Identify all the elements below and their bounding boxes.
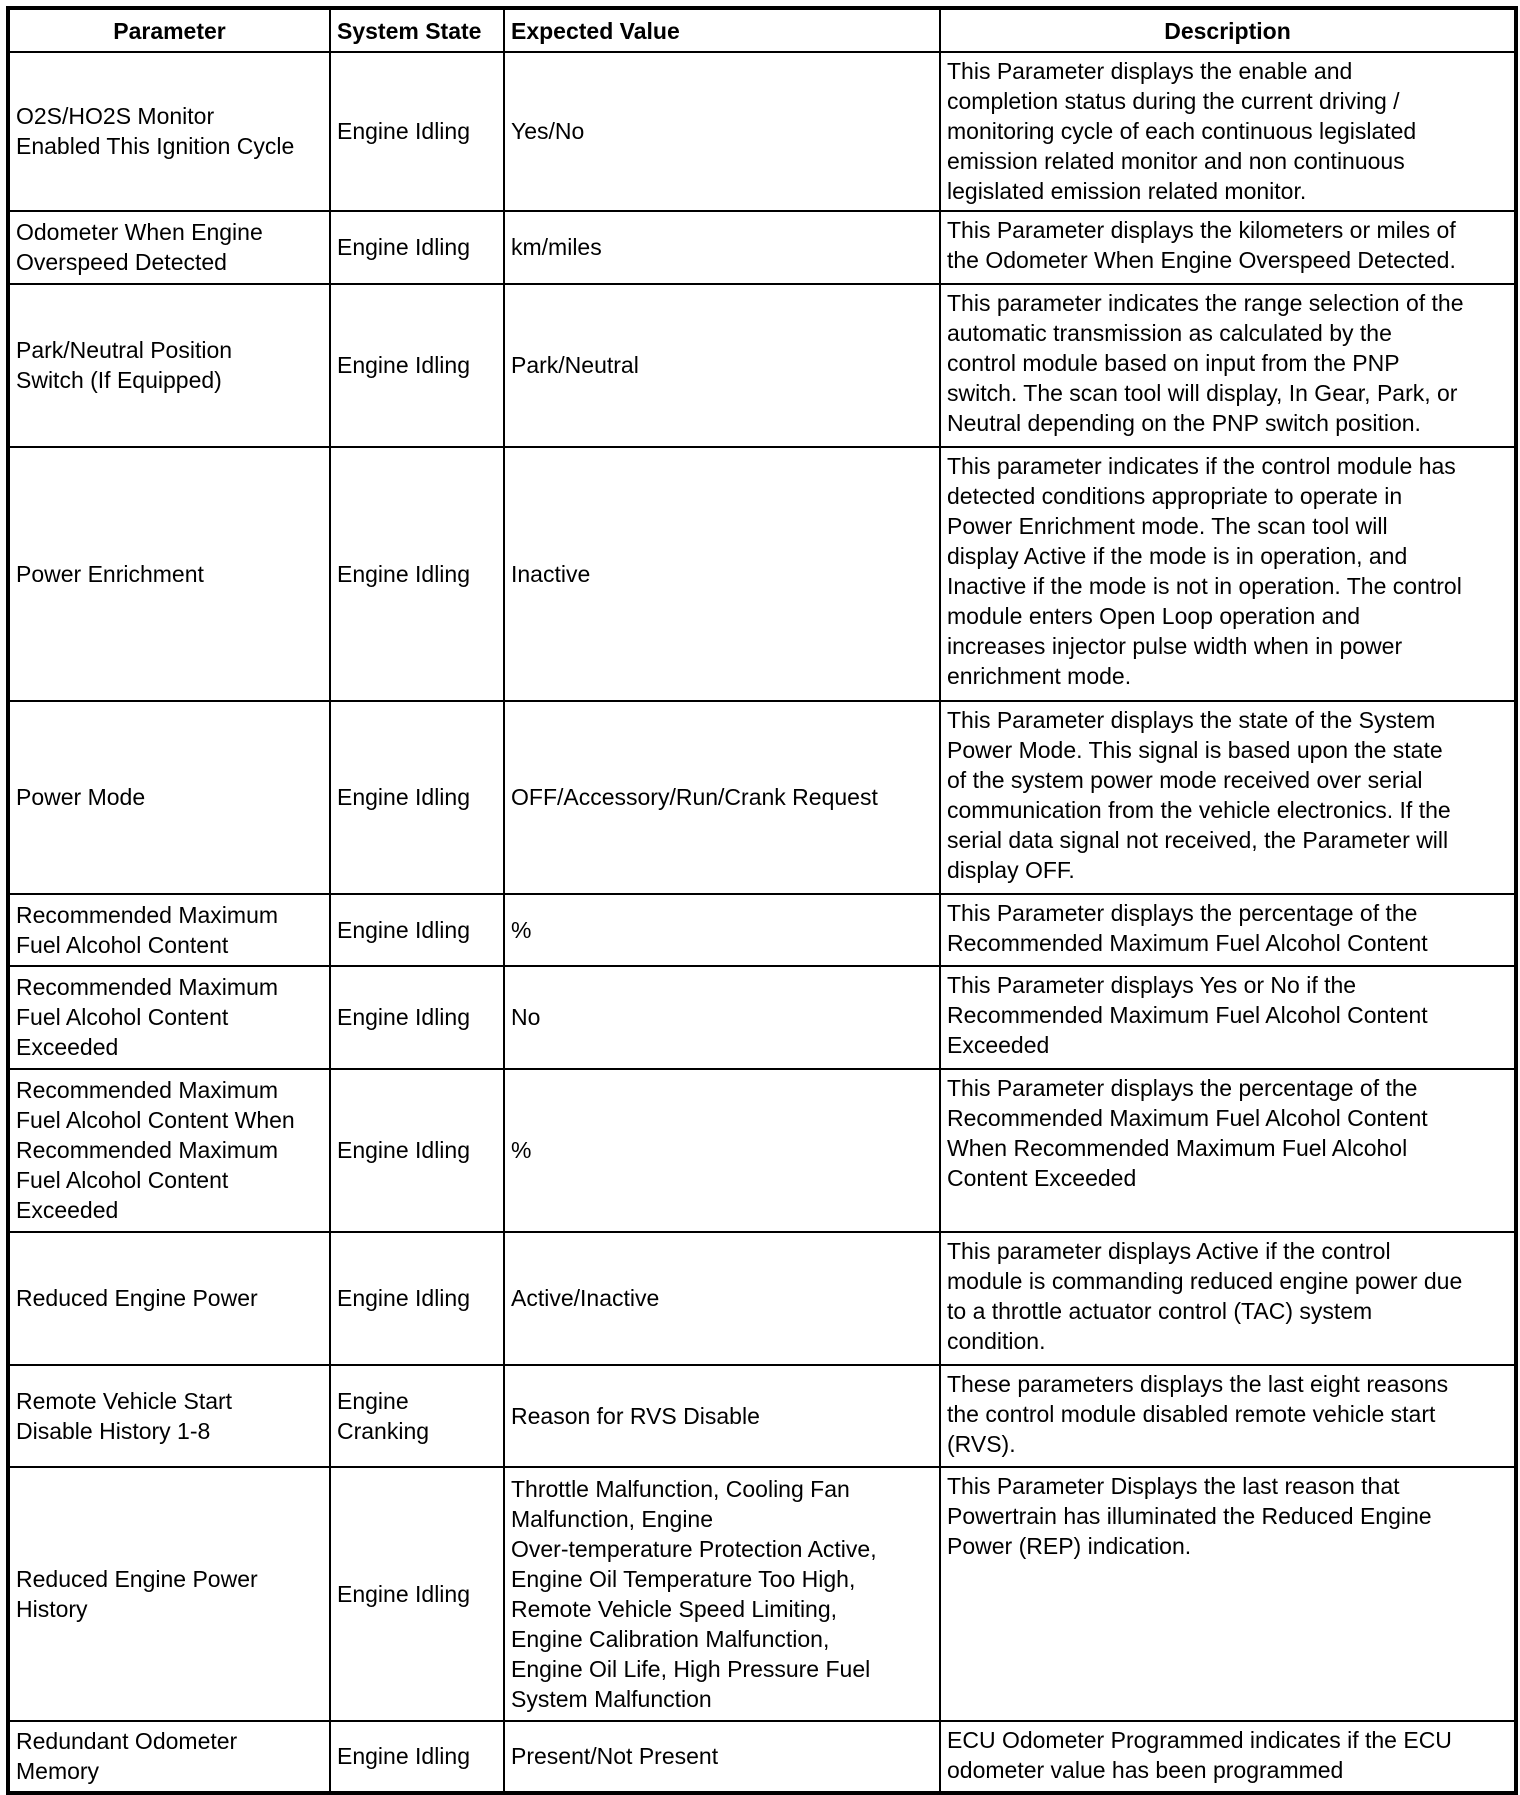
parameter-cell: Remote Vehicle Start Disable History 1-8 [8,1365,330,1467]
expected-value-cell: % [504,1069,940,1232]
parameter-cell: Reduced Engine Power [8,1232,330,1365]
header-expected-value: Expected Value [504,8,940,52]
system-state-cell: Engine Idling [330,701,504,894]
table-row [8,1721,1516,1793]
expected-value-cell: Yes/No [504,52,940,211]
system-state-cell: Engine Cranking [330,1365,504,1467]
description-cell: This Parameter displays the enable and completion status during the current driving / monitoring cycle of each continuous legislated emission related monitor and non continuous legislated emission related monitor. [940,52,1516,211]
table-row [8,52,1516,211]
table-row [8,211,1516,284]
table-row [8,1232,1516,1365]
header-description: Description [940,8,1516,52]
table-row [8,966,1516,1069]
description-cell: This Parameter Displays the last reason that Powertrain has illuminated the Reduced Engine Power (REP) indication. [940,1467,1516,1721]
description-cell: This Parameter displays the state of the System Power Mode. This signal is based upon the state of the system power mode received over serial communication from the vehicle electronics. If the serial data signal not received, the Parameter will display OFF. [940,701,1516,894]
system-state-cell: Engine Idling [330,1232,504,1365]
description-cell: This parameter displays Active if the control module is commanding reduced engine power due to a throttle actuator control (TAC) system condition. [940,1232,1516,1365]
description-cell: This Parameter displays the percentage of the Recommended Maximum Fuel Alcohol Content When Recommended Maximum Fuel Alcohol Content Exceeded [940,1069,1516,1232]
system-state-cell: Engine Idling [330,1721,504,1793]
table-row [8,1467,1516,1721]
description-cell: ECU Odometer Programmed indicates if the ECU odometer value has been programmed [940,1721,1516,1793]
parameter-cell: Redundant Odometer Memory [8,1721,330,1793]
expected-value-cell: Throttle Malfunction, Cooling Fan Malfunction, Engine Over-temperature Protection Active, Engine Oil Temperature Too High, Remote Vehicle Speed Limiting, Engine Calibration Malfunction, Engine Oil Life, High Pressure Fuel System Malfunction [504,1467,940,1721]
description-cell: This Parameter displays the kilometers or miles of the Odometer When Engine Overspeed Detected. [940,211,1516,284]
parameter-cell: Recommended Maximum Fuel Alcohol Content [8,894,330,966]
parameter-cell: Power Mode [8,701,330,894]
table-row [8,1069,1516,1232]
table-row [8,701,1516,894]
table-row [8,447,1516,701]
expected-value-cell: OFF/Accessory/Run/Crank Request [504,701,940,894]
parameter-cell: Reduced Engine Power History [8,1467,330,1721]
system-state-cell: Engine Idling [330,447,504,701]
expected-value-cell: Park/Neutral [504,284,940,447]
system-state-cell: Engine Idling [330,284,504,447]
parameter-cell: O2S/HO2S Monitor Enabled This Ignition Cycle [8,52,330,211]
system-state-cell: Engine Idling [330,1467,504,1721]
header-row [8,8,1516,52]
description-cell: This parameter indicates if the control module has detected conditions appropriate to operate in Power Enrichment mode. The scan tool will display Active if the mode is in operation, and Inactive if the mode is not in operation. The control module enters Open Loop operation and increases injector pulse width when in power enrichment mode. [940,447,1516,701]
system-state-cell: Engine Idling [330,211,504,284]
expected-value-cell: Inactive [504,447,940,701]
header-parameter: Parameter [8,8,330,52]
header-system-state: System State [330,8,504,52]
parameter-table [6,6,1518,1795]
system-state-cell: Engine Idling [330,894,504,966]
description-cell: These parameters displays the last eight reasons the control module disabled remote vehicle start (RVS). [940,1365,1516,1467]
expected-value-cell: Present/Not Present [504,1721,940,1793]
expected-value-cell: No [504,966,940,1069]
system-state-cell: Engine Idling [330,52,504,211]
table-row [8,1365,1516,1467]
parameter-cell: Odometer When Engine Overspeed Detected [8,211,330,284]
system-state-cell: Engine Idling [330,1069,504,1232]
expected-value-cell: Reason for RVS Disable [504,1365,940,1467]
parameter-cell: Park/Neutral Position Switch (If Equipped) [8,284,330,447]
description-cell: This Parameter displays Yes or No if the Recommended Maximum Fuel Alcohol Content Exceeded [940,966,1516,1069]
table-row [8,894,1516,966]
expected-value-cell: % [504,894,940,966]
parameter-cell: Power Enrichment [8,447,330,701]
description-cell: This Parameter displays the percentage of the Recommended Maximum Fuel Alcohol Content [940,894,1516,966]
expected-value-cell: Active/Inactive [504,1232,940,1365]
table-row [8,284,1516,447]
system-state-cell: Engine Idling [330,966,504,1069]
expected-value-cell: km/miles [504,211,940,284]
parameter-cell: Recommended Maximum Fuel Alcohol Content When Recommended Maximum Fuel Alcohol Content Exceeded [8,1069,330,1232]
parameter-cell: Recommended Maximum Fuel Alcohol Content Exceeded [8,966,330,1069]
description-cell: This parameter indicates the range selection of the automatic transmission as calculated by the control module based on input from the PNP switch. The scan tool will display, In Gear, Park, or Neutral depending on the PNP switch position. [940,284,1516,447]
